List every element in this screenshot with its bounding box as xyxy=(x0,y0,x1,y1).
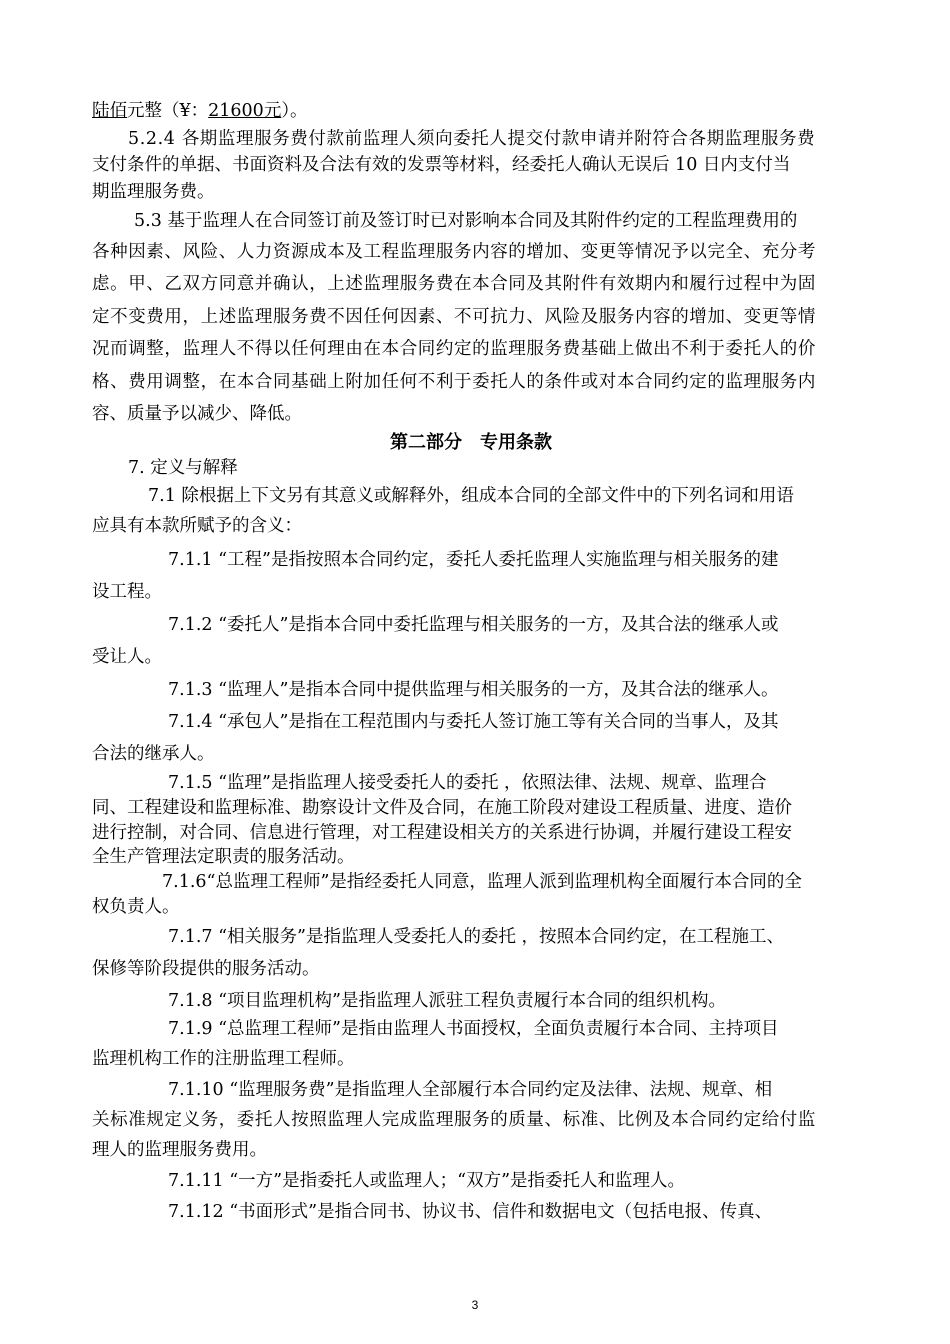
clause-7-1-2-line-2: 受让人。 xyxy=(92,647,162,667)
clause-7-1-10-line-3: 理人的监理服务费用。 xyxy=(92,1140,267,1160)
clause-7-1-1-line-2: 设工程。 xyxy=(92,582,162,602)
clause-7-1-4-line-1: 7.1.4 “承包人”是指在工程范围内与委托人签订施工等有关合同的当事人，及其 xyxy=(168,712,779,732)
clause-7-1-4-line-2: 合法的继承人。 xyxy=(92,744,215,764)
clause-7-1-6-line-1: 7.1.6“总监理工程师”是指经委托人同意，监理人派到监理机构全面履行本合同的全 xyxy=(162,872,802,892)
clause-7-1-11-line-1: 7.1.11 “一方”是指委托人或监理人；“双方”是指委托人和监理人。 xyxy=(168,1171,686,1191)
clause-7-1-5-line-1: 7.1.5 “监理”是指监理人接受委托人的委托 ，依照法律、法规、规章、监理合 xyxy=(168,773,767,793)
fee-amount-unit: 元 xyxy=(263,101,282,121)
clause-5-3-line-5: 况而调整，监理人不得以任何理由在本合同约定的监理服务费基础上做出不利于委托人的价 xyxy=(92,339,816,359)
clause-5-2-4-line-1: 5.2.4 各期监理服务费付款前监理人须向委托人提交付款申请并附符合各期监理服务费 xyxy=(128,129,816,149)
clause-7-1-5-line-2: 同、工程建设和监理标准、勘察设计文件及合同，在施工阶段对建设工程质量、进度、造价 xyxy=(92,798,792,818)
clause-5-3-line-4: 定不变费用，上述监理服务费不因任何因素、不可抗力、风险及服务内容的增加、变更等情 xyxy=(92,307,816,327)
clause-7-1-7-line-2: 保修等阶段提供的服务活动。 xyxy=(92,959,320,979)
clause-7-1-6-line-2: 权负责人。 xyxy=(92,897,180,917)
clause-5-2-4-line-3: 期监理服务费。 xyxy=(92,182,215,202)
clause-7-1-line-2: 应具有本款所赋予的含义： xyxy=(92,516,302,536)
clause-7-1-8-line-1: 7.1.8 “项目监理机构”是指监理人派驻工程负责履行本合同的组织机构。 xyxy=(168,991,726,1011)
clause-7-1-12-line-1: 7.1.12 “书面形式”是指合同书、协议书、信件和数据电文（包括电报、传真、 xyxy=(168,1202,773,1222)
clause-7-1-1-line-1: 7.1.1 “工程”是指按照本合同约定，委托人委托监理人实施监理与相关服务的建 xyxy=(168,550,779,570)
clause-7-1-9-line-1: 7.1.9 “总监理工程师”是指由监理人书面授权，全面负责履行本合同、主持项目 xyxy=(168,1019,779,1039)
clause-7-1-3-line-1: 7.1.3 “监理人”是指本合同中提供监理与相关服务的一方，及其合法的继承人。 xyxy=(168,680,779,700)
fee-amount-line xyxy=(92,100,308,122)
clause-7-1-line-1: 7.1 除根据上下文另有其意义或解释外，组成本合同的全部文件中的下列名词和用语 xyxy=(148,486,794,506)
clause-7-1-2-line-1: 7.1.2 “委托人”是指本合同中委托监理与相关服务的一方，及其合法的继承人或 xyxy=(168,615,779,635)
clause-7-1-7-line-1: 7.1.7 “相关服务”是指监理人受委托人的委托 ，按照本合同约定，在工程施工、 xyxy=(168,927,785,947)
clause-5-3-line-7: 容、质量予以减少、降低。 xyxy=(92,404,302,424)
clause-7-1-10-line-1: 7.1.10 “监理服务费”是指监理人全部履行本合同约定及法律、法规、规章、相 xyxy=(168,1080,773,1100)
page-number: 3 xyxy=(471,1298,479,1312)
fee-amount-end: ）。 xyxy=(281,101,308,121)
clause-7-1-10-line-2: 关标准规定义务，委托人按照监理人完成监理服务的质量、标准、比例及本合同约定给付监 xyxy=(92,1110,816,1130)
part-two-heading: 第二部分 专用条款 xyxy=(390,432,552,453)
fee-amount-words: 陆佰 xyxy=(92,101,127,121)
clause-5-3-line-3: 虑。甲、乙双方同意并确认，上述监理服务费在本合同及其附件有效期内和履行过程中为固 xyxy=(92,274,816,294)
clause-7-1-5-line-3: 进行控制，对合同、信息进行管理，对工程建设相关方的关系进行协调，并履行建设工程安 xyxy=(92,823,792,843)
section-7-title: 7. 定义与解释 xyxy=(128,458,238,478)
clause-5-3-line-1: 5.3 基于监理人在合同签订前及签订时已对影响本合同及其附件约定的工程监理费用的 xyxy=(134,211,798,231)
fee-amount-text: 元整（¥： xyxy=(127,101,209,121)
clause-7-1-9-line-2: 监理机构工作的注册监理工程师。 xyxy=(92,1049,355,1069)
fee-amount-number: 21600 xyxy=(208,101,264,121)
clause-7-1-5-line-4: 全生产管理法定职责的服务活动。 xyxy=(92,847,355,867)
clause-5-2-4-line-2: 支付条件的单据、书面资料及合法有效的发票等材料，经委托人确认无误后 10 日内支付当 xyxy=(92,155,791,175)
clause-5-3-line-2: 各种因素、风险、人力资源成本及工程监理服务内容的增加、变更等情况予以完全、充分考 xyxy=(92,242,816,262)
clause-5-3-line-6: 格、费用调整，在本合同基础上附加任何不利于委托人的条件或对本合同约定的监理服务内 xyxy=(92,372,816,392)
